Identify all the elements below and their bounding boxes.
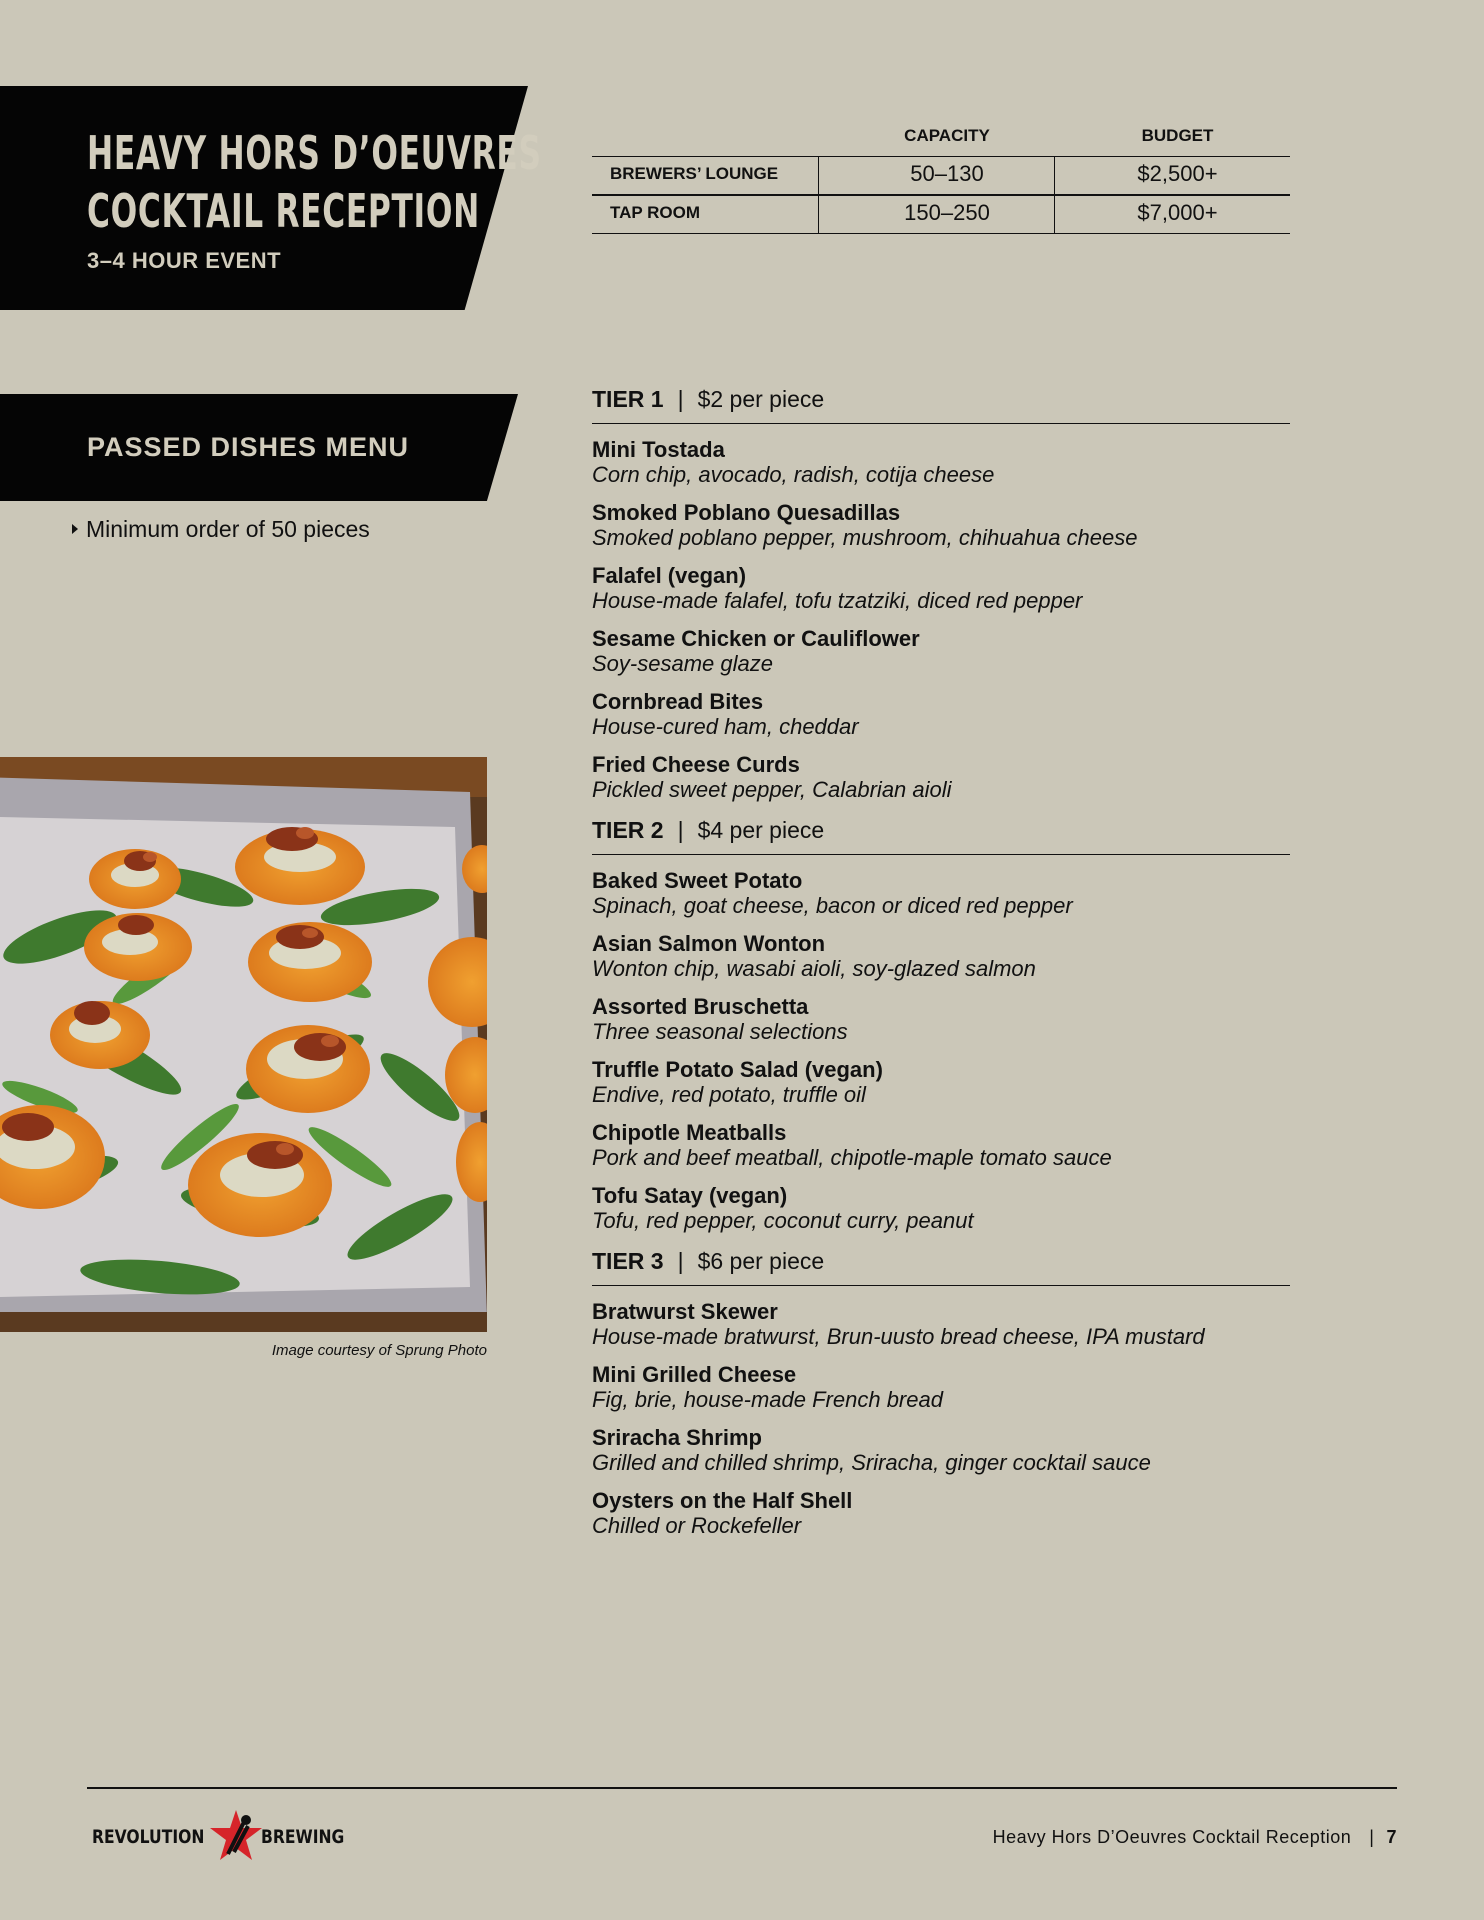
tier-header <box>592 386 1290 424</box>
tier-header <box>592 1248 1290 1286</box>
item-description: Wonton chip, wasabi aioli, soy-glazed salmon <box>592 956 1036 981</box>
menu-item <box>592 994 1290 1044</box>
menu-item <box>592 1183 1290 1233</box>
item-name: Chipotle Meatballs <box>592 1120 787 1145</box>
sweet-potato-bites-image <box>0 757 487 1332</box>
capacity-header: CAPACITY <box>904 126 990 145</box>
item-name: Assorted Bruschetta <box>592 994 809 1019</box>
item-description: Fig, brie, house-made French bread <box>592 1387 943 1412</box>
tier-name: TIER 1 <box>592 386 664 412</box>
tier-3 <box>592 1248 1290 1538</box>
menu-item <box>592 1057 1290 1107</box>
menu-item <box>592 437 1290 487</box>
tier-price: $2 per piece <box>697 386 825 412</box>
title-line-1: HEAVY HORS D’OEUVRES <box>87 126 542 180</box>
menu-item <box>592 931 1290 981</box>
menu-item <box>592 1120 1290 1170</box>
footer-separator: | <box>1369 1827 1375 1847</box>
item-description: House-made bratwurst, Brun-uusto bread cheese, IPA mustard <box>592 1324 1205 1349</box>
menu-item <box>592 500 1290 550</box>
item-name: Truffle Potato Salad (vegan) <box>592 1057 883 1082</box>
item-description: House-made falafel, tofu tzatziki, diced red pepper <box>592 588 1083 613</box>
passed-dishes-menu <box>592 386 1290 1553</box>
menu-item <box>592 1299 1290 1349</box>
page-title <box>87 124 542 240</box>
minimum-order-text: Minimum order of 50 pieces <box>86 516 370 542</box>
tier-name: TIER 2 <box>592 817 664 843</box>
logo-word-left: REVOLUTION <box>92 1826 205 1848</box>
item-name: Mini Tostada <box>592 437 725 462</box>
item-name: Fried Cheese Curds <box>592 752 800 777</box>
table-row <box>592 156 1290 194</box>
item-description: Endive, red potato, truffle oil <box>592 1082 866 1107</box>
bullet-arrow-icon <box>72 524 78 534</box>
budget-header: BUDGET <box>1141 126 1214 145</box>
tier-separator: | <box>677 817 684 843</box>
tier-header <box>592 817 1290 855</box>
budget-value: $2,500+ <box>1137 161 1218 186</box>
menu-item <box>592 752 1290 802</box>
event-duration: 3–4 HOUR EVENT <box>87 248 282 273</box>
item-description: Three seasonal selections <box>592 1019 848 1044</box>
menu-item <box>592 868 1290 918</box>
photo-caption: Image courtesy of Sprung Photo <box>271 1342 487 1359</box>
item-name: Cornbread Bites <box>592 689 764 714</box>
food-photo <box>0 757 487 1332</box>
running-footer <box>993 1827 1397 1848</box>
column-divider <box>818 157 819 194</box>
item-name: Sriracha Shrimp <box>592 1425 762 1450</box>
menu-item <box>592 689 1290 739</box>
item-description: Spinach, goat cheese, bacon or diced red pepper <box>592 893 1073 918</box>
item-description: Corn chip, avocado, radish, cotija cheese <box>592 462 995 487</box>
menu-item <box>592 563 1290 613</box>
menu-item <box>592 1362 1290 1412</box>
item-description: Smoked poblano pepper, mushroom, chihuahua cheese <box>592 525 1138 550</box>
tier-1 <box>592 386 1290 802</box>
page-number: 7 <box>1386 1827 1397 1847</box>
logo-word-right: BREWING <box>261 1826 345 1848</box>
item-description: Grilled and chilled shrimp, Sriracha, ginger cocktail sauce <box>592 1450 1151 1475</box>
table-header <box>592 120 1290 156</box>
item-description: Pork and beef meatball, chipotle-maple tomato sauce <box>592 1145 1112 1170</box>
tier-price: $6 per piece <box>697 1248 825 1274</box>
minimum-order-note <box>72 516 370 543</box>
item-description: House-cured ham, cheddar <box>592 714 859 739</box>
tier-separator: | <box>677 386 684 412</box>
passed-dishes-title: PASSED DISHES MENU <box>87 432 410 462</box>
item-description: Soy-sesame glaze <box>592 651 773 676</box>
capacity-budget-table <box>592 120 1290 234</box>
item-description: Tofu, red pepper, coconut curry, peanut <box>592 1208 974 1233</box>
tier-separator: | <box>677 1248 684 1274</box>
menu-item <box>592 1488 1290 1538</box>
column-divider <box>1054 157 1055 194</box>
title-line-2: COCKTAIL RECEPTION <box>87 184 481 238</box>
item-name: Asian Salmon Wonton <box>592 931 826 956</box>
item-name: Smoked Poblano Quesadillas <box>592 500 901 525</box>
menu-item <box>592 626 1290 676</box>
item-name: Baked Sweet Potato <box>592 868 803 893</box>
item-name: Tofu Satay (vegan) <box>592 1183 788 1208</box>
revolution-brewing-logo <box>90 1808 370 1864</box>
tier-price: $4 per piece <box>697 817 825 843</box>
item-name: Sesame Chicken or Cauliflower <box>592 626 920 651</box>
budget-value: $7,000+ <box>1137 200 1218 225</box>
tier-2 <box>592 817 1290 1233</box>
room-name: BREWERS’ LOUNGE <box>610 164 779 183</box>
menu-item <box>592 1425 1290 1475</box>
item-name: Falafel (vegan) <box>592 563 747 588</box>
column-divider <box>1054 196 1055 233</box>
item-description: Pickled sweet pepper, Calabrian aioli <box>592 777 952 802</box>
item-name: Bratwurst Skewer <box>592 1299 778 1324</box>
star-fist-icon <box>208 1808 264 1864</box>
item-description: Chilled or Rockefeller <box>592 1513 802 1538</box>
tier-name: TIER 3 <box>592 1248 664 1274</box>
room-name: TAP ROOM <box>610 203 701 222</box>
footer-divider <box>87 1787 1397 1789</box>
capacity-value: 150–250 <box>904 200 990 225</box>
item-name: Oysters on the Half Shell <box>592 1488 853 1513</box>
column-divider <box>818 196 819 233</box>
footer-doc-title: Heavy Hors D’Oeuvres Cocktail Reception <box>992 1827 1352 1847</box>
capacity-value: 50–130 <box>910 161 984 186</box>
table-row <box>592 194 1290 234</box>
item-name: Mini Grilled Cheese <box>592 1362 797 1387</box>
